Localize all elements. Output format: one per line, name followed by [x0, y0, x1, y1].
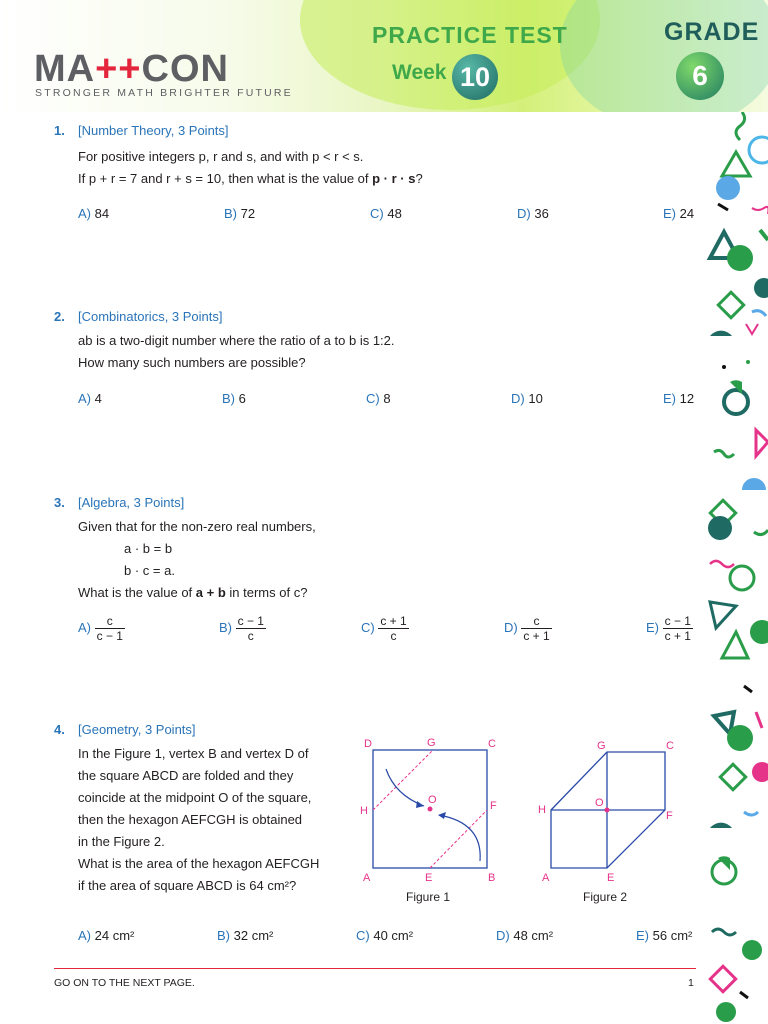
equation-line: a · b = b: [124, 541, 173, 556]
question-line: How many such numbers are possible?: [78, 355, 306, 370]
option-letter: A): [78, 619, 91, 635]
option-letter: D): [496, 928, 510, 943]
answer-option-c[interactable]: [366, 391, 391, 406]
question-text: [78, 330, 395, 374]
option-letter: C): [366, 391, 380, 406]
answer-option-a[interactable]: [78, 391, 102, 406]
fraction: [663, 614, 693, 643]
question-line: For positive integers p, r and s, and with p < r < s.: [78, 149, 364, 164]
vertex-label: O: [595, 797, 604, 809]
question-line-text: What is the value of: [78, 585, 196, 600]
grade-number-badge: 6: [676, 52, 724, 100]
answer-option-e[interactable]: [663, 206, 694, 221]
answer-option-d[interactable]: [511, 391, 543, 406]
figure-1-caption: Figure 1: [406, 890, 451, 904]
footer-divider: [54, 968, 696, 969]
denominator: c − 1: [96, 629, 123, 643]
question-line: Given that for the non-zero real numbers,: [78, 519, 316, 534]
question-topic-tag: [Number Theory, 3 Points]: [78, 123, 229, 138]
denominator: c + 1: [523, 629, 550, 643]
answer-option-d[interactable]: [517, 206, 549, 221]
answer-option-b[interactable]: [224, 206, 255, 221]
question-topic-tag: [Algebra, 3 Points]: [78, 495, 185, 510]
vertex-label: A: [542, 872, 550, 883]
numerator: c − 1: [664, 614, 691, 628]
vertex-label: C: [666, 740, 674, 752]
option-text: 24 cm²: [94, 928, 135, 943]
option-text: 12: [679, 391, 695, 406]
option-letter: C): [356, 928, 370, 943]
option-text: 48 cm²: [513, 928, 554, 943]
denominator: c + 1: [664, 629, 691, 643]
option-letter: A): [78, 928, 91, 943]
option-text: 32 cm²: [233, 928, 274, 943]
figure-2-diagram: [535, 733, 685, 883]
fraction: [378, 614, 408, 643]
vertex-label: B: [488, 872, 496, 883]
answer-option-b[interactable]: [222, 391, 246, 406]
vertex-label: F: [666, 810, 673, 822]
answer-option-c[interactable]: [370, 206, 402, 221]
question-topic-tag: [Combinatorics, 3 Points]: [78, 309, 223, 324]
answer-option-b[interactable]: [219, 614, 266, 643]
numerator: c − 1: [237, 614, 264, 628]
answer-option-c[interactable]: [356, 928, 413, 943]
week-number-badge: 10: [452, 54, 498, 100]
answer-option-e[interactable]: [636, 928, 692, 943]
figure-1-diagram: [355, 733, 505, 883]
fraction: [236, 614, 266, 643]
vertex-label: A: [363, 872, 371, 883]
option-letter: B): [217, 928, 230, 943]
denominator: c: [390, 629, 397, 643]
question-number: 4.: [54, 722, 65, 737]
question-text: [78, 146, 423, 190]
vertex-label: H: [538, 804, 546, 816]
option-text: 6: [238, 391, 246, 406]
option-letter: D): [517, 206, 531, 221]
answer-option-a[interactable]: [78, 928, 134, 943]
logo-tagline: STRONGER MATH BRIGHTER FUTURE: [35, 87, 293, 99]
numerator: c: [521, 614, 551, 629]
option-text: 10: [528, 391, 543, 406]
option-letter: A): [78, 206, 91, 221]
numerator: c: [95, 614, 125, 629]
question-topic-tag: [Geometry, 3 Points]: [78, 722, 196, 737]
vertex-label: D: [364, 738, 372, 750]
option-letter: E): [663, 391, 676, 406]
question-line: In the Figure 1, vertex B and vertex D of: [78, 746, 309, 761]
question-line: in the Figure 2.: [78, 834, 165, 849]
mathcon-logo: MA++CON: [34, 48, 229, 90]
figure-2-caption: Figure 2: [583, 890, 628, 904]
option-letter: E): [663, 206, 676, 221]
practice-test-title: PRACTICE TEST: [372, 22, 568, 48]
option-text: 40 cm²: [373, 928, 414, 943]
bold-expression: a + b: [195, 585, 226, 600]
equation-line: b · c = a.: [124, 563, 175, 578]
option-letter: D): [504, 619, 518, 635]
option-letter: E): [646, 619, 659, 635]
footer-instruction: GO ON TO THE NEXT PAGE.: [54, 977, 195, 989]
fraction: [95, 614, 125, 643]
week-label: Week: [392, 61, 447, 84]
vertex-label: H: [360, 805, 368, 817]
page-header: [0, 0, 768, 112]
question-line: the square ABCD are folded and they: [78, 768, 294, 783]
question-line: ab is a two-digit number where the ratio of a to b is 1:2.: [78, 333, 395, 348]
option-text: 4: [94, 391, 102, 406]
answer-option-a[interactable]: [78, 614, 125, 643]
option-letter: E): [636, 928, 649, 943]
fraction: [521, 614, 551, 643]
option-text: 36: [534, 206, 549, 221]
answer-option-e[interactable]: [646, 614, 693, 643]
question-number: 1.: [54, 123, 65, 138]
vertex-label: C: [488, 738, 496, 750]
question-line: What is the area of the hexagon AEFCGH: [78, 856, 320, 871]
option-text: 24: [679, 206, 695, 221]
question-text: [78, 516, 316, 604]
option-text: 8: [383, 391, 391, 406]
answer-option-d[interactable]: [504, 614, 552, 643]
question-line: coincide at the midpoint O of the square,: [78, 790, 312, 805]
vertex-label: G: [427, 737, 436, 749]
option-text: 48: [387, 206, 402, 221]
option-text: 56 cm²: [652, 928, 693, 943]
option-letter: D): [511, 391, 525, 406]
answer-option-a[interactable]: [78, 206, 109, 221]
answer-option-d[interactable]: [496, 928, 553, 943]
option-letter: B): [219, 619, 232, 635]
page-number: 1: [688, 977, 694, 989]
question-line: [78, 168, 423, 190]
header-blob: [300, 0, 600, 110]
answer-option-c[interactable]: [361, 614, 409, 643]
question-number: 3.: [54, 495, 65, 510]
decorative-confetti-strip: [700, 112, 768, 1024]
question-line: if the area of square ABCD is 64 cm²?: [78, 878, 297, 893]
vertex-label: G: [597, 740, 606, 752]
vertex-label: F: [490, 800, 497, 812]
numerator: c + 1: [380, 614, 407, 628]
question-end: ?: [415, 171, 423, 186]
vertex-label: E: [425, 872, 433, 883]
question-line-text: in terms of c?: [225, 585, 308, 600]
option-letter: C): [370, 206, 384, 221]
answer-option-b[interactable]: [217, 928, 273, 943]
option-letter: A): [78, 391, 91, 406]
grade-label: GRADE: [664, 18, 760, 46]
answer-option-e[interactable]: [663, 391, 694, 406]
question-line: [78, 582, 316, 604]
denominator: c: [247, 629, 254, 643]
question-line-text: If p + r = 7 and r + s = 10, then what is the value of: [78, 171, 373, 186]
option-text: 72: [240, 206, 256, 221]
question-number: 2.: [54, 309, 65, 324]
option-text: 84: [94, 206, 110, 221]
option-letter: B): [222, 391, 235, 406]
option-letter: B): [224, 206, 237, 221]
question-line: then the hexagon AEFCGH is obtained: [78, 812, 303, 827]
header-blob: [560, 0, 768, 112]
bold-expression: p · r · s: [372, 171, 416, 186]
vertex-label: O: [428, 794, 437, 806]
vertex-label: E: [607, 872, 615, 883]
option-letter: C): [361, 619, 375, 635]
question-text: [78, 743, 319, 897]
